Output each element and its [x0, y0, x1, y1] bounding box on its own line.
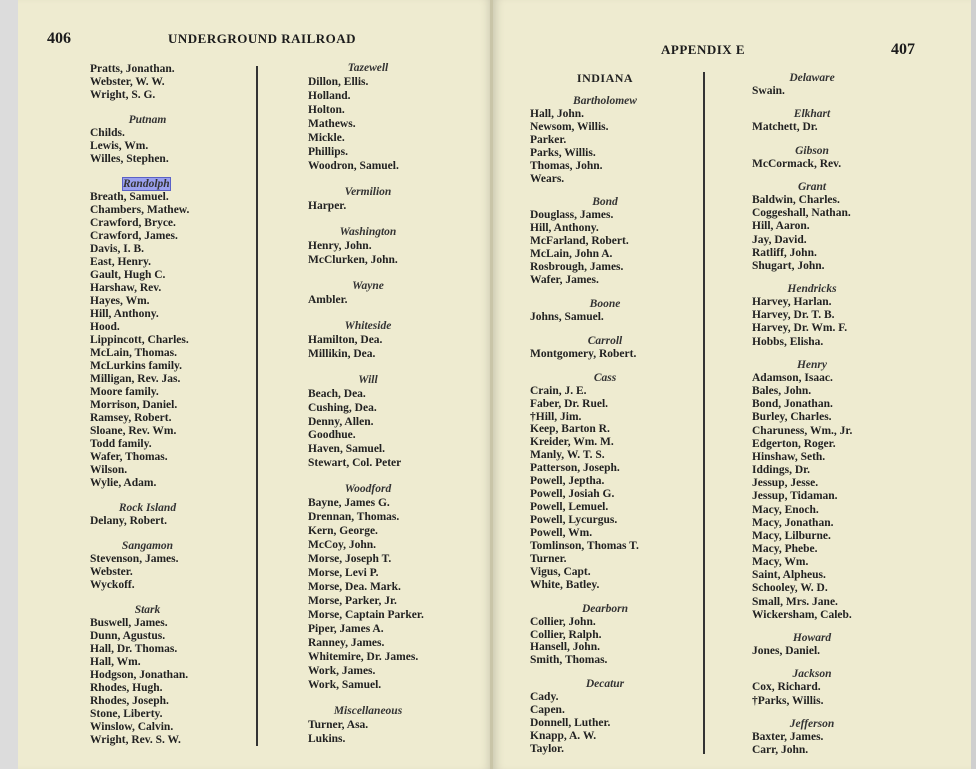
page-407 [493, 0, 971, 769]
name-entry: Collier, Ralph. [530, 629, 602, 641]
county-heading: Jackson [792, 668, 832, 680]
name-entry: Millikin, Dea. [308, 348, 376, 360]
name-entry: Turner. [530, 553, 567, 565]
name-entry: Stevenson, James. [90, 553, 179, 565]
name-entry: McLain, Thomas. [90, 347, 178, 359]
name-entry: East, Henry. [90, 256, 152, 268]
name-entry: Cushing, Dea. [308, 402, 377, 414]
name-entry: Woodron, Samuel. [308, 160, 399, 172]
name-entry: Edgerton, Roger. [752, 438, 836, 450]
county-heading: Grant [797, 181, 827, 193]
name-entry: Crawford, Bryce. [90, 217, 176, 229]
name-entry: Hansell, John. [530, 641, 600, 653]
name-entry: Buswell, James. [90, 617, 168, 629]
name-entry: Work, James. [308, 665, 376, 677]
county-heading: Bartholomew [573, 95, 637, 107]
name-entry: Ratliff, John. [752, 247, 817, 259]
county-heading: Delaware [789, 72, 835, 84]
name-entry: Dillon, Ellis. [308, 76, 369, 88]
county-heading: Tazewell [347, 62, 389, 74]
name-entry: Davis, I. B. [90, 243, 144, 255]
name-entry: Morse, Dea. Mark. [308, 581, 401, 593]
name-entry: Bayne, James G. [308, 497, 390, 509]
name-entry: Saint, Alpheus. [752, 569, 826, 581]
name-entry: Wickersham, Caleb. [752, 609, 852, 621]
county-heading: Whiteside [344, 320, 392, 332]
name-entry: Knapp, A. W. [530, 730, 597, 742]
name-entry: Harshaw, Rev. [90, 282, 162, 294]
name-entry: Hayes, Wm. [90, 295, 150, 307]
name-entry: Hodgson, Jonathan. [90, 669, 189, 681]
name-entry: Iddings, Dr. [752, 464, 811, 476]
name-entry: Denny, Allen. [308, 416, 374, 428]
name-entry: Powell, Lycurgus. [530, 514, 618, 526]
name-entry: Montgomery, Robert. [530, 348, 637, 360]
name-entry: McLurkins family. [90, 360, 183, 372]
name-entry: Harper. [308, 200, 347, 212]
county-heading: Cass [593, 372, 617, 384]
name-entry: Wylie, Adam. [90, 477, 157, 489]
county-heading: Hendricks [787, 283, 837, 295]
name-entry: Bales, John. [752, 385, 812, 397]
name-entry: Parker. [530, 134, 567, 146]
name-entry: McLain, John A. [530, 248, 613, 260]
name-entry: McFarland, Robert. [530, 235, 629, 247]
name-entry: Smith, Thomas. [530, 654, 608, 666]
county-heading: Rock Island [118, 502, 177, 514]
name-entry: Faber, Dr. Ruel. [530, 398, 609, 410]
name-entry: Hall, Dr. Thomas. [90, 643, 178, 655]
name-entry: Tomlinson, Thomas T. [530, 540, 639, 552]
name-entry: Hall, Wm. [90, 656, 141, 668]
name-entry: Crawford, James. [90, 230, 178, 242]
name-entry: †Parks, Willis. [752, 695, 824, 707]
name-entry: Wyckoff. [90, 579, 135, 591]
name-entry: Lippincott, Charles. [90, 334, 189, 346]
name-entry: Baxter, James. [752, 731, 824, 743]
name-entry: Winslow, Calvin. [90, 721, 174, 733]
state-heading: INDIANA [576, 71, 634, 85]
name-entry: Macy, Lilburne. [752, 530, 831, 542]
county-heading: Bond [592, 196, 618, 208]
name-entry: Parks, Willis. [530, 147, 596, 159]
name-entry: Moore family. [90, 386, 159, 398]
county-heading: Decatur [585, 678, 625, 690]
name-entry: Wilson. [90, 464, 128, 476]
name-entry: Hill, Aaron. [752, 220, 810, 232]
name-entry: Willes, Stephen. [90, 153, 169, 165]
name-entry: Ambler. [308, 294, 348, 306]
name-entry: Coggeshall, Nathan. [752, 207, 851, 219]
county-heading: Wayne [352, 280, 384, 292]
name-entry: Schooley, W. D. [752, 582, 828, 594]
county-heading: Randolph [123, 178, 170, 190]
page-406 [18, 0, 492, 769]
column-rule [703, 72, 705, 754]
name-entry: Wafer, Thomas. [90, 451, 168, 463]
name-entry: Milligan, Rev. Jas. [90, 373, 181, 385]
name-entry: Burley, Charles. [752, 411, 832, 423]
name-entry: McCormack, Rev. [752, 158, 842, 170]
name-entry: Wears. [530, 173, 565, 185]
name-entry: Macy, Wm. [752, 556, 809, 568]
name-entry: Lukins. [308, 733, 346, 745]
name-entry: Baldwin, Charles. [752, 194, 840, 206]
name-entry: Patterson, Joseph. [530, 462, 620, 474]
name-entry: Turner, Asa. [308, 719, 369, 731]
name-entry: Webster, W. W. [90, 76, 165, 88]
viewer-right-margin [971, 0, 976, 769]
name-entry: †Hill, Jim. [530, 411, 582, 423]
name-entry: Cady. [530, 691, 559, 703]
viewer-left-margin [0, 0, 18, 769]
name-entry: Piper, James A. [308, 623, 384, 635]
name-entry: Jones, Daniel. [752, 645, 821, 657]
running-head: APPENDIX E [661, 42, 746, 57]
name-entry: Lewis, Wm. [90, 140, 149, 152]
name-entry: Ramsey, Robert. [90, 412, 172, 424]
name-entry: Johns, Samuel. [530, 311, 604, 323]
name-entry: Small, Mrs. Jane. [752, 596, 838, 608]
name-entry: McCoy, John. [308, 539, 377, 551]
name-entry: Hobbs, Elisha. [752, 336, 824, 348]
name-entry: Morse, Levi P. [308, 567, 379, 579]
name-entry: Holton. [308, 104, 345, 116]
name-entry: Powell, Lemuel. [530, 501, 609, 513]
name-entry: Matchett, Dr. [752, 121, 818, 133]
name-entry: Morse, Parker, Jr. [308, 595, 397, 607]
name-entry: Pratts, Jonathan. [90, 63, 175, 75]
county-heading: Woodford [344, 483, 392, 495]
county-heading: Miscellaneous [333, 705, 403, 717]
name-entry: Shugart, John. [752, 260, 825, 272]
name-entry: Rhodes, Hugh. [90, 682, 163, 694]
name-entry: Adamson, Isaac. [752, 372, 833, 384]
name-entry: Chambers, Mathew. [90, 204, 190, 216]
county-heading: Elkhart [793, 108, 831, 120]
name-entry: Webster. [90, 566, 133, 578]
county-heading: Jefferson [789, 718, 835, 730]
name-entry: Hamilton, Dea. [308, 334, 383, 346]
name-entry: Goodhue. [308, 429, 356, 441]
name-entry: Henry, John. [308, 240, 372, 252]
name-entry: Thomas, John. [530, 160, 603, 172]
name-entry: Cox, Richard. [752, 681, 821, 693]
name-entry: Capen. [530, 704, 565, 716]
name-entry: Hill, Anthony. [90, 308, 159, 320]
name-entry: Hood. [90, 321, 120, 333]
county-heading: Henry [796, 359, 828, 371]
name-entry: Charuness, Wm., Jr. [752, 425, 853, 437]
name-entry: Beach, Dea. [308, 388, 366, 400]
county-heading: Carroll [587, 335, 623, 347]
name-entry: Jessup, Tidaman. [752, 490, 838, 502]
name-entry: Crain, J. E. [530, 385, 587, 397]
county-heading: Vermilion [344, 186, 392, 198]
name-entry: Harvey, Harlan. [752, 296, 832, 308]
name-entry: Morrison, Daniel. [90, 399, 178, 411]
name-entry: Carr, John. [752, 744, 809, 756]
name-entry: Macy, Enoch. [752, 504, 819, 516]
name-entry: Hall, John. [530, 108, 585, 120]
name-entry: Delany, Robert. [90, 515, 167, 527]
county-heading: Washington [339, 226, 397, 238]
name-entry: Macy, Phebe. [752, 543, 818, 555]
county-heading: Will [358, 374, 378, 386]
name-entry: Harvey, Dr. Wm. F. [752, 322, 848, 334]
name-entry: Powell, Wm. [530, 527, 593, 539]
name-entry: Manly, W. T. S. [530, 449, 605, 461]
name-entry: Ranney, James. [308, 637, 385, 649]
name-entry: Donnell, Luther. [530, 717, 611, 729]
name-entry: Keep, Barton R. [530, 423, 610, 435]
name-entry: Taylor. [530, 743, 564, 755]
name-entry: Macy, Jonathan. [752, 517, 834, 529]
name-entry: Swain. [752, 85, 785, 97]
name-entry: Rhodes, Joseph. [90, 695, 169, 707]
name-entry: Holland. [308, 90, 351, 102]
page-number: 406 [47, 30, 71, 47]
name-entry: Kern, George. [308, 525, 378, 537]
name-entry: White, Batley. [530, 579, 600, 591]
name-entry: Breath, Samuel. [90, 191, 169, 203]
name-entry: Work, Samuel. [308, 679, 382, 691]
county-heading: Boone [589, 298, 621, 310]
name-entry: Harvey, Dr. T. B. [752, 309, 835, 321]
name-entry: Rosbrough, James. [530, 261, 624, 273]
county-heading: Stark [134, 604, 161, 616]
name-entry: Stone, Liberty. [90, 708, 163, 720]
name-entry: Drennan, Thomas. [308, 511, 400, 523]
county-heading: Gibson [795, 145, 829, 157]
name-entry: Sloane, Rev. Wm. [90, 425, 177, 437]
county-heading: Howard [792, 632, 832, 644]
name-entry: Morse, Captain Parker. [308, 609, 424, 621]
name-entry: Dunn, Agustus. [90, 630, 166, 642]
column-rule [256, 66, 258, 746]
running-head: UNDERGROUND RAILROAD [168, 31, 357, 46]
name-entry: Hill, Anthony. [530, 222, 599, 234]
name-entry: Kreider, Wm. M. [530, 436, 614, 448]
name-entry: Jessup, Jesse. [752, 477, 819, 489]
name-entry: Bond, Jonathan. [752, 398, 833, 410]
name-entry: Childs. [90, 127, 125, 139]
name-entry: Whitemire, Dr. James. [308, 651, 419, 663]
name-entry: McClurken, John. [308, 254, 398, 266]
name-entry: Mathews. [308, 118, 356, 130]
name-entry: Wright, Rev. S. W. [90, 734, 181, 746]
name-entry: Phillips. [308, 146, 348, 158]
name-entry: Wafer, James. [530, 274, 599, 286]
name-entry: Mickle. [308, 132, 345, 144]
name-entry: Collier, John. [530, 616, 596, 628]
page-number: 407 [891, 41, 915, 58]
name-entry: Vigus, Capt. [530, 566, 591, 578]
name-entry: Newsom, Willis. [530, 121, 609, 133]
name-entry: Haven, Samuel. [308, 443, 385, 455]
county-heading: Putnam [128, 114, 167, 126]
county-heading: Dearborn [581, 603, 628, 615]
name-entry: Stewart, Col. Peter [308, 457, 402, 469]
name-entry: Powell, Jeptha. [530, 475, 605, 487]
name-entry: Douglass, James. [530, 209, 614, 221]
name-entry: Gault, Hugh C. [90, 269, 166, 281]
name-entry: Hinshaw, Seth. [752, 451, 826, 463]
county-heading: Sangamon [121, 540, 174, 552]
name-entry: Powell, Josiah G. [530, 488, 615, 500]
name-entry: Todd family. [90, 438, 152, 450]
name-entry: Jay, David. [752, 234, 807, 246]
name-entry: Morse, Joseph T. [308, 553, 392, 565]
name-entry: Wright, S. G. [90, 89, 156, 101]
